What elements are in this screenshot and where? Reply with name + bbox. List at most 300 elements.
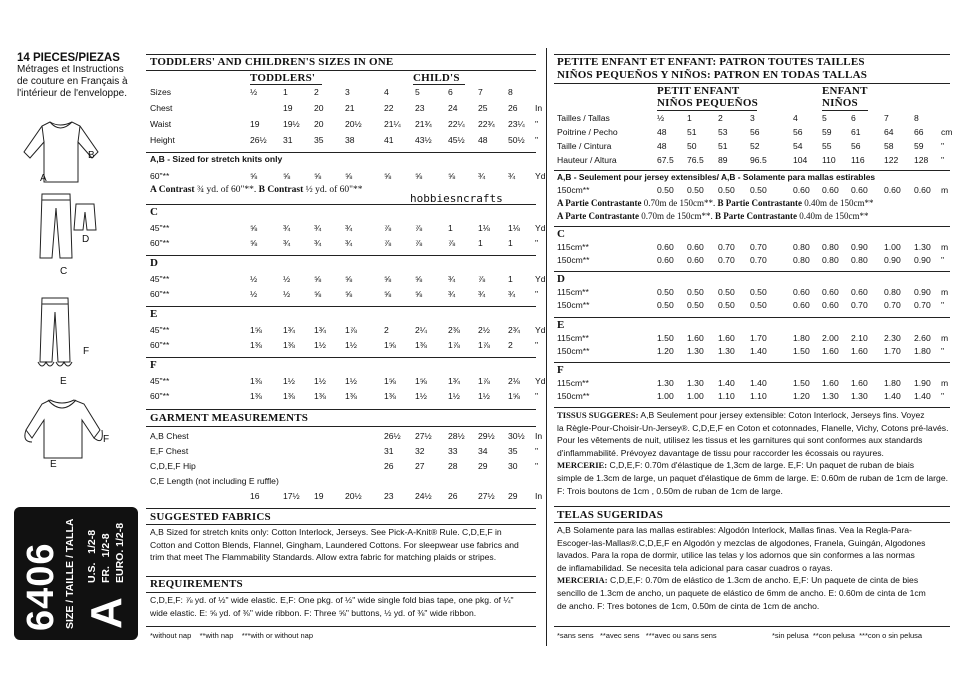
cell-value: 53: [718, 127, 728, 137]
cell-value: ¾: [508, 171, 516, 181]
cell-value: 0.60: [914, 185, 931, 195]
tissus-line: A,B Seulement pour jersey extensible: Coton Interlock, Jerseys fins. Voyez: [638, 410, 925, 420]
cell-value: 1.40: [750, 346, 767, 356]
cell-value: 1.10: [750, 391, 767, 401]
cell-value: 0.60: [687, 255, 704, 265]
cell-value: ¾: [283, 238, 291, 248]
cell-value: 0.60: [822, 287, 839, 297]
requirements-title: REQUIREMENTS: [150, 578, 243, 590]
cell-value: ¾: [478, 171, 486, 181]
garment-title: GARMENT MEASUREMENTS: [150, 412, 309, 424]
unit-label: ": [535, 446, 539, 456]
cell-value: 0.60: [687, 242, 704, 252]
cell-value: 2.30: [884, 333, 901, 343]
french-ab-note: [557, 171, 875, 184]
tissus-line: d'inflammabilité. Prévoyez davantage de tissu pour raccorder les écossais ou rayures.: [557, 447, 884, 458]
view-metrage-row: [0, 377, 960, 390]
cell-value: 0.60: [657, 242, 674, 252]
row-label: 60"**: [150, 238, 170, 248]
row-label: Height: [150, 135, 175, 145]
ab-note-text: A,B - Sized for stretch knits only: [150, 154, 283, 164]
view-label-b: B: [88, 150, 95, 161]
ab-note-fr: A,B - Seulement pour jersey extensibles/ A,B - Solamente para mallas estirables: [557, 172, 876, 182]
size-label: SIZE / TAILLE / TALLA: [64, 518, 76, 629]
cell-value: 0.60: [793, 300, 810, 310]
cell-value: 19: [250, 119, 260, 129]
cell-value: 0.70: [851, 300, 868, 310]
cell-value: 1.30: [687, 378, 704, 388]
cell-value: 0.50: [718, 300, 735, 310]
cell-value: 61: [851, 127, 861, 137]
row-label: 60"**: [150, 391, 170, 401]
cell-value: 4: [793, 113, 798, 123]
cell-value: 0.60: [822, 300, 839, 310]
cell-value: 19: [314, 491, 324, 501]
cell-value: 0.60: [884, 185, 901, 195]
cell-value: 26: [448, 491, 458, 501]
cell-value: ⅝: [345, 289, 353, 299]
pattern-number: 6406: [20, 542, 62, 631]
row-label: 150cm**: [557, 346, 590, 356]
unit-label: m: [941, 242, 949, 252]
cell-value: 1.00: [657, 391, 674, 401]
tissus-title: TISSUS SUGGERES:: [557, 410, 639, 420]
english-title: TODDLERS' AND CHILDREN'S SIZES IN ONE: [150, 56, 394, 68]
cell-value: 0.80: [822, 255, 839, 265]
cell-value: 1⅞: [478, 340, 490, 350]
cell-value: 48: [657, 127, 667, 137]
unit-label: m: [941, 185, 949, 195]
cell-value: 1.70: [884, 346, 901, 356]
cell-value: 1⅞: [345, 325, 357, 335]
cell-value: 24: [448, 103, 458, 113]
row-label: 45"**: [150, 274, 170, 284]
view-label-c: C: [60, 266, 68, 277]
cell-value: 56: [750, 127, 760, 137]
cell-value: 29½: [478, 431, 495, 441]
requirements-line: C,D,E,F: ⅞ yd. of ½" wide elastic. E,F: One pkg. of ½" wide single fold bias tape, one pkg. of ¼": [150, 595, 514, 605]
cell-value: 0.80: [851, 255, 868, 265]
cell-value: 27½: [415, 431, 432, 441]
row-label: Waist: [150, 119, 172, 129]
cell-value: 96.5: [750, 155, 767, 165]
cell-value: 2½: [478, 325, 490, 335]
row-label: A,B Chest: [150, 431, 189, 441]
row-label: Hauteur / Altura: [557, 155, 617, 165]
cell-value: 1⅜: [345, 391, 357, 401]
unit-label: ": [941, 141, 945, 151]
cell-value: 0.70: [750, 255, 767, 265]
cell-value: 1½: [448, 391, 460, 401]
row-label: Chest: [150, 103, 173, 113]
cell-value: ⅝: [345, 171, 353, 181]
telas-text: [557, 524, 949, 612]
cell-value: ⅝: [250, 238, 258, 248]
cell-value: 1⅜: [250, 391, 262, 401]
cell-value: 35: [314, 135, 324, 145]
ninos-pequenos-heading: NIÑOS PEQUEÑOS: [657, 97, 758, 109]
cell-value: 6: [851, 113, 856, 123]
cell-value: ⅝: [415, 289, 423, 299]
row-label: 45"**: [150, 376, 170, 386]
contrast-a-es-label: A Parte Contrastante: [557, 211, 639, 221]
cell-value: 27: [415, 461, 425, 471]
spanish-title-2: NIÑOS PEQUEÑOS Y NIÑOS: PATRON EN TODAS TALLAS: [557, 69, 868, 81]
cell-value: 29: [478, 461, 488, 471]
cell-value: 4: [384, 87, 389, 97]
cell-value: 1⅜: [283, 340, 295, 350]
cell-value: 31: [384, 446, 394, 456]
cell-value: ¾: [448, 274, 456, 284]
cell-value: ¾: [314, 238, 322, 248]
cell-value: 1.30: [687, 346, 704, 356]
cell-value: 1⅜: [250, 340, 262, 350]
view-metrage-row: [0, 332, 960, 345]
cell-value: 1.70: [750, 333, 767, 343]
cell-value: ⅝: [384, 289, 392, 299]
fabrics-line: Cotton and Cotton Blends, Flannel, Gingham, Laundered Cottons. For sleepwear use fabrics and: [150, 539, 519, 550]
cell-value: 16: [250, 491, 260, 501]
row-label: Sizes: [150, 87, 172, 97]
cell-value: 1: [508, 238, 513, 248]
fabrics-line: trim that meet The Flammability Standards. Allow extra fabric for matching plaids or stripes.: [150, 552, 497, 563]
cell-value: 1.20: [657, 346, 674, 356]
contrast-b-fr-label: B Partie Contrastante: [717, 198, 802, 208]
cell-value: 1¾: [448, 376, 460, 386]
cell-value: 28½: [448, 431, 465, 441]
cell-value: 30: [508, 461, 518, 471]
size-row-fr: [0, 154, 960, 167]
view-d-heading: D: [150, 257, 159, 269]
cell-value: ⅞: [448, 238, 456, 248]
cell-value: 1.80: [884, 378, 901, 388]
contrast-a-label: A Contrast: [150, 185, 195, 195]
cell-value: 0.70: [718, 255, 735, 265]
view-c-heading-fr: C: [557, 228, 566, 240]
cell-value: 1⅜: [384, 391, 396, 401]
cell-value: 0.60: [822, 185, 839, 195]
cell-value: 48: [478, 135, 488, 145]
cell-value: 0.50: [750, 300, 767, 310]
cell-value: 32: [415, 446, 425, 456]
view-label-f-2: F: [103, 434, 110, 445]
cell-value: 8: [508, 87, 513, 97]
cell-value: 1¾: [283, 325, 295, 335]
cell-value: 54: [793, 141, 803, 151]
toddlers-heading: TODDLERS': [250, 72, 316, 84]
cell-value: 0.60: [793, 185, 810, 195]
cell-value: 1.30: [851, 391, 868, 401]
cell-value: 1: [687, 113, 692, 123]
cell-value: 29: [508, 491, 518, 501]
cell-value: 1.60: [718, 333, 735, 343]
spanish-footnote: *sin pelusa **con pelusa ***con o sin pelusa: [772, 631, 923, 640]
cell-value: 0.50: [687, 300, 704, 310]
cell-value: ⅝: [384, 171, 392, 181]
cell-value: 0.50: [718, 287, 735, 297]
cell-value: ⅝: [250, 171, 258, 181]
cell-value: 20½: [345, 119, 362, 129]
cell-value: ½: [250, 274, 258, 284]
row-label: C,D,E,F Hip: [150, 461, 196, 471]
tissus-line: la Règle-Pour-Choisir-Un-Jersey®. C,D,E,F en Coton et cotonnades, Flanelle, Vichy, Cotons pré-lavés.: [557, 422, 949, 433]
view-e-heading: E: [150, 308, 158, 320]
unit-label: Yd: [535, 223, 546, 233]
cell-value: 1.50: [657, 333, 674, 343]
cell-value: ½: [283, 274, 291, 284]
telas-line: Escoger-las-Mallas®.C,D,E,F en Algodón y mezclas de algodones, Franela, Guingán, Algodones: [557, 537, 926, 548]
cell-value: 116: [851, 155, 865, 165]
size-euro: EURO. 1/2-8: [114, 522, 126, 583]
row-label: 45"**: [150, 325, 170, 335]
cell-value: 43½: [415, 135, 432, 145]
cell-value: 0.90: [884, 255, 901, 265]
contrast-b-value: ½ yd. of 60"**: [305, 185, 363, 195]
view-e-heading-fr: E: [557, 319, 565, 331]
unit-label: ": [941, 300, 945, 310]
cell-value: 1⅝: [250, 325, 262, 335]
view-metrage-row: [0, 345, 960, 358]
cell-value: 1⅜: [314, 391, 326, 401]
cell-value: 20: [314, 119, 324, 129]
cell-value: 64: [884, 127, 894, 137]
instructions-line-3: l'intérieur de l'enveloppe.: [17, 88, 127, 99]
cell-value: 1½: [314, 376, 326, 386]
cell-value: 1¾: [314, 325, 326, 335]
cell-value: 67.5: [657, 155, 674, 165]
fabrics-text: [150, 526, 536, 564]
cell-value: 21: [345, 103, 355, 113]
cell-value: ⅝: [314, 171, 322, 181]
cell-value: 1.40: [718, 378, 735, 388]
cell-value: 1.80: [793, 333, 810, 343]
cell-value: 26: [508, 103, 518, 113]
mercerie-title: MERCERIE:: [557, 460, 608, 471]
french-title-1: PETITE ENFANT ET ENFANT: PATRON TOUTES TAILLES: [557, 56, 865, 68]
cell-value: 0.80: [884, 287, 901, 297]
cell-value: ⅞: [384, 223, 392, 233]
row-label: 150cm**: [557, 255, 590, 265]
cell-value: 35: [508, 446, 518, 456]
cell-value: 1⅛: [478, 223, 490, 233]
cell-value: 1½: [283, 376, 295, 386]
cell-value: 3: [750, 113, 755, 123]
cell-value: ⅝: [415, 171, 423, 181]
cell-value: ⅝: [384, 274, 392, 284]
contrast-b-label: B Contrast: [258, 185, 304, 195]
mercerie-line: simple de 1.3cm de large, un paquet d'élastique de 6mm de large. E: 0.60m de ruban de 1cm de large.: [557, 472, 948, 483]
view-yardage-row: [0, 273, 960, 286]
cell-value: 45½: [448, 135, 465, 145]
cell-value: 0.50: [657, 287, 674, 297]
row-label: 150cm**: [557, 391, 590, 401]
cell-value: 19: [283, 103, 293, 113]
cell-value: 0.50: [718, 185, 735, 195]
view-f-heading: F: [150, 359, 157, 371]
requirements-line: wide elastic. E: ⅝ yd. of ⅜" wide ribbon. F: Three ⅝" buttons, ½ yd. of ⅜" wide ribbon.: [150, 607, 477, 618]
row-label: Taille / Cintura: [557, 141, 612, 151]
cell-value: 1⅜: [250, 376, 262, 386]
cell-value: 2.60: [914, 333, 931, 343]
size-row: [0, 86, 960, 99]
row-label: 115cm**: [557, 333, 589, 343]
child-heading: CHILD'S: [413, 72, 460, 84]
cell-value: 2: [718, 113, 723, 123]
cell-value: 1.10: [718, 391, 735, 401]
view-label-e-2: E: [50, 459, 57, 470]
view-label-e: E: [60, 376, 67, 387]
unit-label: In: [535, 491, 543, 501]
cell-value: 59: [822, 127, 832, 137]
cell-value: ¾: [345, 238, 353, 248]
requirements-text: [150, 594, 536, 619]
cell-value: 20: [314, 103, 324, 113]
pieces-count: 14 PIECES/PIEZAS: [17, 52, 120, 64]
cell-value: 48: [657, 141, 667, 151]
cell-value: ⅝: [448, 171, 456, 181]
cell-value: 1.60: [822, 378, 839, 388]
unit-label: Yd: [535, 274, 546, 284]
cell-value: ⅝: [250, 223, 258, 233]
cell-value: 1½: [478, 391, 490, 401]
size-row-fr: [0, 140, 960, 153]
unit-label: ": [535, 340, 539, 350]
contrast-a-value: ¾ yd. of 60"**.: [196, 185, 257, 195]
cell-value: 2: [508, 340, 513, 350]
cell-value: 1.30: [914, 242, 931, 252]
unit-label: m: [941, 333, 949, 343]
unit-label: Yd: [535, 171, 546, 181]
cell-value: 1⅜: [283, 391, 295, 401]
cell-value: 89: [718, 155, 728, 165]
cell-value: 19½: [283, 119, 300, 129]
cell-value: 1: [478, 238, 483, 248]
row-label: Tailles / Tallas: [557, 113, 610, 123]
cell-value: 51: [687, 127, 697, 137]
cell-value: ½: [283, 289, 291, 299]
row-label: C,E Length (not including E ruffle): [150, 476, 279, 486]
size-us: U.S. 1/2-8: [86, 529, 98, 583]
cell-value: 0.60: [851, 185, 868, 195]
cell-value: 1.60: [851, 346, 868, 356]
enfant-heading: ENFANT: [822, 85, 868, 97]
cell-value: 1.40: [884, 391, 901, 401]
cell-value: 104: [793, 155, 808, 165]
cell-value: 0.70: [914, 300, 931, 310]
cell-value: 122: [884, 155, 899, 165]
cell-value: 1½: [415, 391, 427, 401]
fabrics-line: A,B Sized for stretch knits only: Cotton Interlock, Jerseys. See Pick-A-Knit® Rule. C,D,E,F in: [150, 527, 502, 537]
cell-value: ⅞: [478, 274, 486, 284]
cell-value: 1⅜: [415, 340, 427, 350]
cell-value: 0.60: [851, 287, 868, 297]
cell-value: 1½: [345, 340, 357, 350]
cell-value: 1: [448, 223, 453, 233]
row-label: 45"**: [150, 223, 170, 233]
cell-value: ¾: [448, 289, 456, 299]
cell-value: 22¾: [478, 119, 495, 129]
cell-value: 1⅝: [384, 340, 396, 350]
cell-value: 1: [508, 274, 513, 284]
cell-value: 21¼: [384, 119, 401, 129]
petit-enfant-heading: PETIT ENFANT: [657, 85, 740, 97]
unit-label: Yd: [535, 325, 546, 335]
cell-value: 0.80: [822, 242, 839, 252]
cell-value: 26½: [250, 135, 267, 145]
cell-value: 23: [415, 103, 425, 113]
tissus-line: Pour les vêtements de nuit, utilisez les tissus et les garnitures qui sont conformes aux standards: [557, 435, 923, 446]
cell-value: 30½: [508, 431, 525, 441]
cell-value: 2⅛: [508, 376, 520, 386]
cell-value: ¾: [314, 223, 322, 233]
cell-value: 1.50: [793, 346, 810, 356]
mercerie-line: F: Trois boutons de 1cm , 0.50m de ruban de 1cm de large.: [557, 485, 783, 496]
merceria-line: sencillo de 1.3cm de ancho, un paquete de elástico de 6mm de ancho. E: 0.60m de cinta de 1cm: [557, 587, 926, 598]
cell-value: 22¼: [448, 119, 465, 129]
instructions-line-2: de couture en Français à: [17, 76, 128, 87]
cell-value: 26: [384, 461, 394, 471]
cell-value: 1⅝: [384, 376, 396, 386]
cell-value: 1.00: [884, 242, 901, 252]
ninos-heading: NIÑOS: [822, 97, 858, 109]
cell-value: 23: [384, 491, 394, 501]
cell-value: 50: [687, 141, 697, 151]
cell-value: 17½: [283, 491, 300, 501]
cell-value: 1⅝: [415, 376, 427, 386]
french-contrast-es: [557, 210, 868, 223]
size-row-fr: [0, 112, 960, 125]
cell-value: 59: [914, 141, 924, 151]
telas-title: TELAS SUGERIDAS: [557, 509, 664, 521]
unit-label: ": [535, 391, 539, 401]
cell-value: 110: [822, 155, 836, 165]
cell-value: 1⅝: [508, 391, 520, 401]
cell-value: 0.50: [687, 185, 704, 195]
cell-value: 1.00: [687, 391, 704, 401]
cell-value: 0.50: [750, 185, 767, 195]
cell-value: 6: [448, 87, 453, 97]
cell-value: 2: [384, 325, 389, 335]
view-metrage-row: [0, 254, 960, 267]
cell-value: 51: [718, 141, 728, 151]
cell-value: 0.90: [914, 255, 931, 265]
cell-value: 33: [448, 446, 458, 456]
cell-value: 58: [884, 141, 894, 151]
view-d-heading-fr: D: [557, 273, 566, 285]
cell-value: 0.50: [687, 287, 704, 297]
cell-value: 26½: [384, 431, 401, 441]
cell-value: 2.00: [822, 333, 839, 343]
row-label: 60"**: [150, 171, 170, 181]
merceria-line: de ancho. F: Tres botones de 1cm, 0.50m de cinta de 1cm de ancho.: [557, 600, 820, 611]
unit-label: ": [535, 289, 539, 299]
cell-value: ⅝: [345, 274, 353, 284]
unit-label: ": [535, 135, 539, 145]
cell-value: 27½: [478, 491, 495, 501]
cell-value: ⅞: [415, 238, 423, 248]
cell-value: 8: [914, 113, 919, 123]
row-label: 115cm**: [557, 242, 589, 252]
cell-value: 5: [822, 113, 827, 123]
cell-value: 22: [384, 103, 394, 113]
size-fr: FR. 1/2-8: [100, 533, 112, 583]
tissus-text: [557, 409, 949, 497]
unit-label: m: [941, 378, 949, 388]
cell-value: 0.50: [750, 287, 767, 297]
cell-value: 1⅛: [508, 223, 520, 233]
contrast-a-fr-label: A Partie Contrastante: [557, 198, 642, 208]
unit-label: ": [535, 119, 539, 129]
